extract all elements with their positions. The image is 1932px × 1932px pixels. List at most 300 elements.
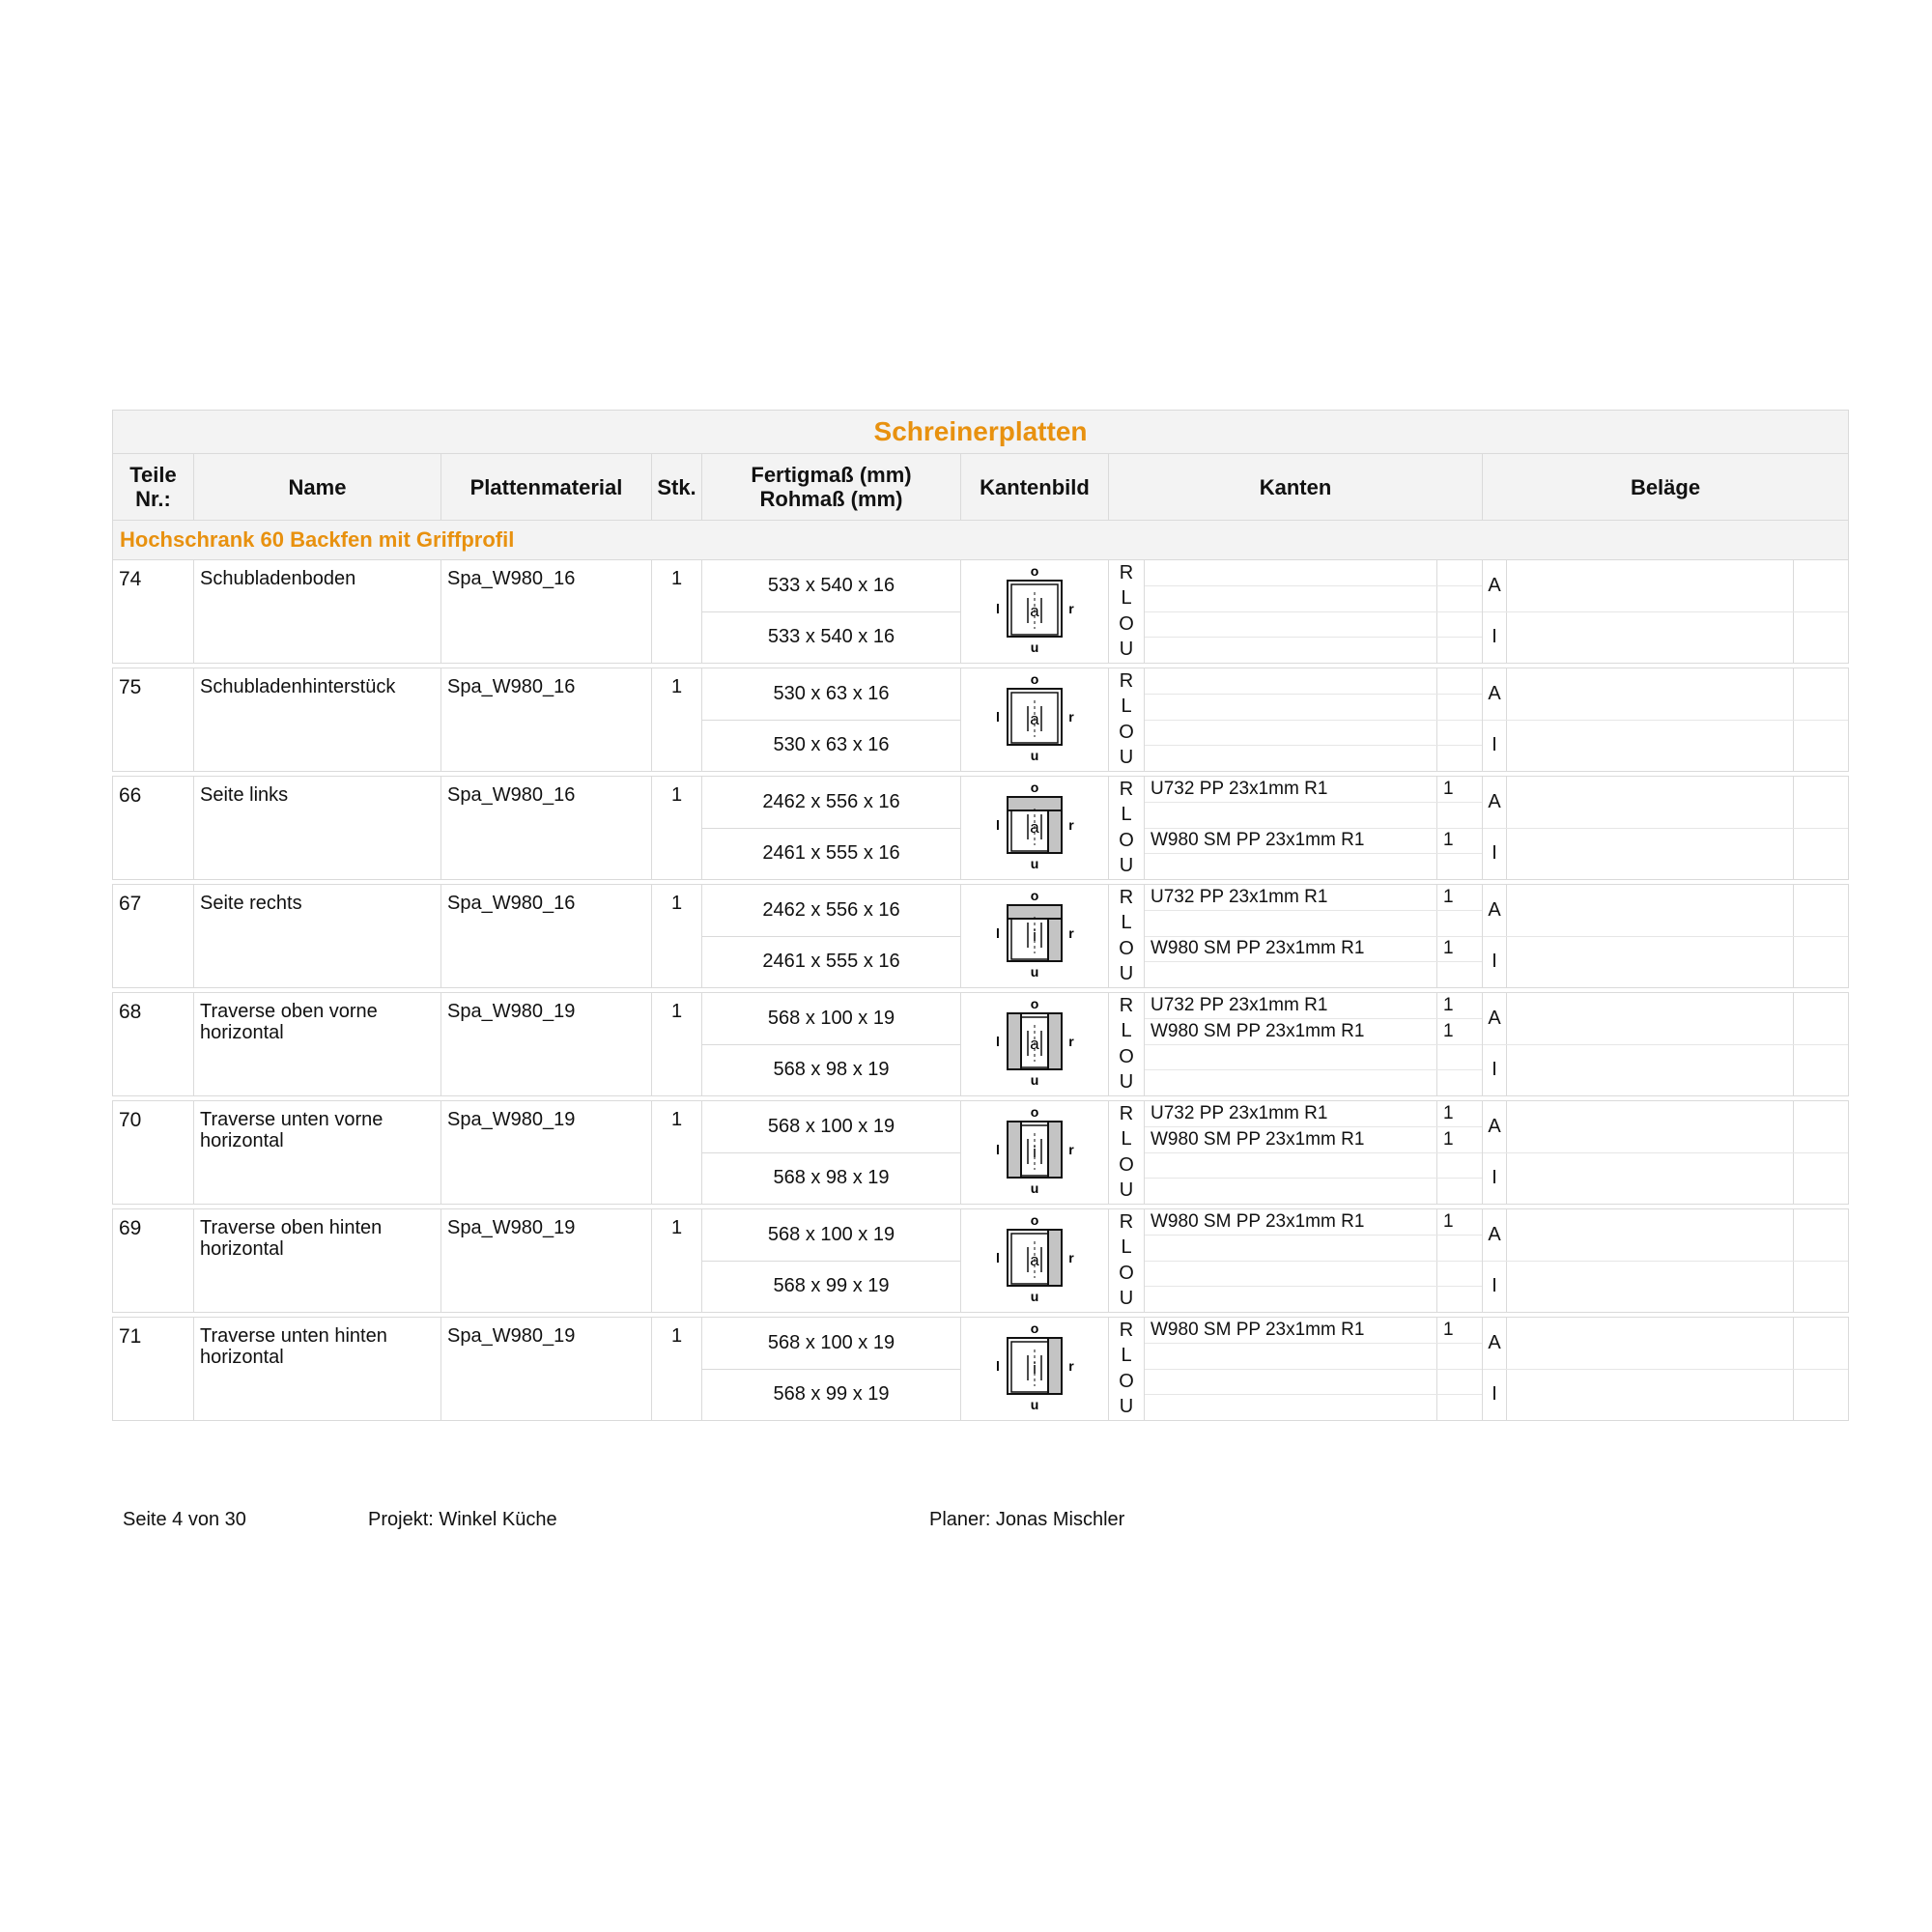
kante-line [1145, 829, 1482, 855]
edge-letters [1109, 1209, 1145, 1313]
part-number-text: 67 [119, 893, 142, 915]
edge-letter: L [1121, 587, 1132, 610]
edge-letter: L [1121, 1020, 1132, 1042]
kante-qty: 1 [1436, 993, 1482, 1018]
part-number [113, 993, 194, 1096]
part-number-text: 66 [119, 784, 142, 807]
part-name-text: Traverse unten vorne horizontal [200, 1109, 384, 1151]
diagram-label-right: r [1068, 925, 1074, 941]
part-quantity-text: 1 [670, 1325, 683, 1347]
rohmass: 568 x 98 x 19 [702, 1152, 960, 1205]
diagram-label-bottom: u [1030, 1397, 1039, 1412]
part-name-text: Traverse unten hinten horizontal [200, 1325, 387, 1368]
part-belaege [1483, 885, 1849, 988]
part-number-text: 70 [119, 1109, 142, 1131]
kantenbild-wrap [961, 1101, 1108, 1204]
edge-right-band [1048, 1338, 1062, 1394]
diagram-label-top: o [1030, 563, 1039, 579]
belag-stack [1483, 1209, 1848, 1312]
edge-right-band [1048, 1122, 1062, 1178]
table-row [113, 1209, 1849, 1313]
part-dimensions [702, 777, 961, 880]
belag-value [1507, 829, 1794, 880]
part-name [194, 560, 441, 664]
edge-diagram [986, 888, 1083, 984]
part-number [113, 1318, 194, 1421]
edge-letter-stack [1109, 1101, 1144, 1204]
edge-letter: R [1119, 1319, 1134, 1341]
kante-line [1145, 586, 1482, 612]
belag-stack [1483, 885, 1848, 987]
belag-letter: I [1483, 1045, 1507, 1096]
kante-qty [1436, 1070, 1482, 1095]
edge-letter-stack [1109, 560, 1144, 663]
part-quantity-text: 1 [670, 784, 683, 806]
kantenbild-wrap [961, 777, 1108, 879]
part-material-text: Spa_W980_19 [447, 1109, 576, 1130]
kante-qty [1436, 586, 1482, 611]
belag-qty [1794, 885, 1848, 936]
edge-letter: L [1121, 1128, 1132, 1151]
diagram-label-bottom: u [1030, 1289, 1039, 1304]
diagram-label-right: r [1068, 601, 1074, 616]
kante-line [1145, 803, 1482, 829]
kantenbild-wrap [961, 668, 1108, 771]
edge-letters [1109, 777, 1145, 880]
edge-letter: O [1119, 1045, 1134, 1067]
part-quantity-text: 1 [670, 893, 683, 914]
belag-value [1507, 1153, 1794, 1205]
grain-label: a [1030, 1251, 1039, 1269]
kantenbild-wrap [961, 1209, 1108, 1312]
kante-line [1145, 746, 1482, 771]
part-quantity [652, 885, 702, 988]
part-number [113, 560, 194, 664]
belag-stack [1483, 668, 1848, 771]
belag-qty [1794, 1370, 1848, 1421]
kante-qty [1436, 803, 1482, 828]
part-number [113, 1101, 194, 1205]
edge-diagram [986, 563, 1083, 660]
part-belaege [1483, 777, 1849, 880]
kanten-stack [1145, 1101, 1482, 1204]
kante-qty [1436, 638, 1482, 663]
belag-stack [1483, 560, 1848, 663]
edge-top-band [1008, 905, 1062, 919]
kante-qty [1436, 612, 1482, 638]
diagram-label-bottom: u [1030, 639, 1039, 655]
part-name-text: Traverse oben vorne horizontal [200, 1001, 378, 1043]
kante-name: W980 SM PP 23x1mm R1 [1151, 938, 1365, 959]
belag-value [1507, 560, 1794, 611]
grain-label: a [1030, 710, 1039, 728]
diagram-label-bottom: u [1030, 748, 1039, 763]
belag-letter: I [1483, 1153, 1507, 1205]
belag-letter: A [1483, 1209, 1507, 1261]
part-kanten [1145, 885, 1483, 988]
footer-page: Seite 4 von 30 [123, 1509, 246, 1530]
diagram-label-right: r [1068, 817, 1074, 833]
belag-line [1483, 668, 1848, 720]
kante-qty [1436, 1395, 1482, 1420]
diagram-label-right: r [1068, 1358, 1074, 1374]
kantenbild-wrap [961, 993, 1108, 1095]
header-stk: Stk. [652, 454, 702, 521]
belag-line [1483, 720, 1848, 772]
part-material [441, 1318, 652, 1421]
kanten-stack [1145, 777, 1482, 879]
kante-line [1145, 962, 1482, 987]
belag-line [1483, 936, 1848, 988]
part-name [194, 1209, 441, 1313]
part-number-text: 74 [119, 568, 142, 590]
part-material [441, 560, 652, 664]
belag-line [1483, 1318, 1848, 1369]
part-number-text: 68 [119, 1001, 142, 1023]
belag-stack [1483, 1318, 1848, 1420]
diagram-label-left: l [996, 925, 1000, 941]
kante-qty [1436, 1370, 1482, 1395]
edge-letter: O [1119, 1370, 1134, 1392]
belag-value [1507, 721, 1794, 772]
diagram-label-top: o [1030, 1321, 1039, 1336]
belag-qty [1794, 1045, 1848, 1096]
diagram-label-right: r [1068, 1250, 1074, 1265]
diagram-label-left: l [996, 1034, 1000, 1049]
edge-letter: U [1119, 639, 1134, 661]
belag-letter: A [1483, 1101, 1507, 1152]
kante-line [1145, 721, 1482, 747]
part-kanten [1145, 1101, 1483, 1205]
part-quantity [652, 560, 702, 664]
part-quantity [652, 993, 702, 1096]
belag-letter: A [1483, 993, 1507, 1044]
grain-label: a [1030, 1035, 1039, 1053]
edge-right-band [1048, 810, 1062, 853]
edge-letter: O [1119, 612, 1134, 635]
edge-letters [1109, 1318, 1145, 1421]
part-name [194, 1101, 441, 1205]
diagram-label-left: l [996, 817, 1000, 833]
diagram-label-left: l [996, 1358, 1000, 1374]
edge-letter-stack [1109, 885, 1144, 987]
kante-qty: 1 [1436, 1101, 1482, 1126]
table-row [113, 885, 1849, 988]
belag-line [1483, 1261, 1848, 1313]
diagram-label-top: o [1030, 996, 1039, 1011]
edge-letter: O [1119, 937, 1134, 959]
diagram-label-left: l [996, 601, 1000, 616]
part-quantity-text: 1 [670, 676, 683, 697]
diagram-label-top: o [1030, 1104, 1039, 1120]
edge-letters [1109, 1101, 1145, 1205]
kanten-stack [1145, 885, 1482, 987]
belag-letter: I [1483, 829, 1507, 880]
fertigmass: 2462 x 556 x 16 [762, 790, 900, 812]
kante-qty [1436, 1153, 1482, 1179]
edge-letter: L [1121, 696, 1132, 718]
part-name [194, 1318, 441, 1421]
group-heading: Hochschrank 60 Backfen mit Griffprofil [113, 521, 1849, 560]
kante-qty [1436, 1179, 1482, 1204]
part-dimensions [702, 668, 961, 772]
diagram-label-left: l [996, 1142, 1000, 1157]
kante-line [1145, 1127, 1482, 1153]
belag-line [1483, 560, 1848, 611]
part-quantity [652, 1209, 702, 1313]
edge-letter: U [1119, 1288, 1134, 1310]
edge-letters [1109, 560, 1145, 664]
kanten-stack [1145, 560, 1482, 663]
part-number [113, 1209, 194, 1313]
kante-qty [1436, 962, 1482, 987]
rohmass: 2461 x 555 x 16 [702, 936, 960, 988]
edge-letter: L [1121, 1236, 1132, 1259]
kante-line [1145, 560, 1482, 586]
edge-left-band [1008, 1122, 1021, 1178]
part-name-text: Schubladenboden [200, 568, 356, 589]
belag-qty [1794, 937, 1848, 988]
header-kantenbild: Kantenbild [961, 454, 1109, 521]
edge-letter: U [1119, 855, 1134, 877]
kante-line [1145, 1101, 1482, 1127]
belag-value [1507, 777, 1794, 828]
part-material-text: Spa_W980_16 [447, 676, 576, 697]
part-kanten [1145, 777, 1483, 880]
belag-line [1483, 1101, 1848, 1152]
kante-line [1145, 885, 1482, 911]
part-number-text: 69 [119, 1217, 142, 1239]
header-nr: Teile Nr.: [113, 454, 194, 521]
dimension-stack [702, 885, 960, 987]
kanten-stack [1145, 1209, 1482, 1312]
kante-line [1145, 668, 1482, 695]
part-material [441, 1209, 652, 1313]
kante-qty [1436, 695, 1482, 720]
kante-line [1145, 1209, 1482, 1236]
dimension-stack [702, 1318, 960, 1420]
fertigmass: 568 x 100 x 19 [767, 1223, 895, 1245]
belag-letter: A [1483, 777, 1507, 828]
kante-line [1145, 1318, 1482, 1344]
edge-diagram [986, 671, 1083, 768]
belag-line [1483, 885, 1848, 936]
diagram-label-left: l [996, 709, 1000, 724]
edge-letter-stack [1109, 668, 1144, 771]
grain-label: i [1033, 1359, 1037, 1378]
part-belaege [1483, 1209, 1849, 1313]
belag-line [1483, 828, 1848, 880]
part-material-text: Spa_W980_19 [447, 1001, 576, 1022]
header-name: Name [194, 454, 441, 521]
kante-qty [1436, 668, 1482, 694]
belag-value [1507, 1045, 1794, 1096]
belag-value [1507, 993, 1794, 1044]
kante-qty: 1 [1436, 829, 1482, 854]
edge-letter: O [1119, 721, 1134, 743]
part-quantity [652, 1318, 702, 1421]
belag-value [1507, 668, 1794, 720]
belag-qty [1794, 1262, 1848, 1313]
kante-name: W980 SM PP 23x1mm R1 [1151, 830, 1365, 851]
table-row [113, 777, 1849, 880]
edge-letter: L [1121, 1345, 1132, 1367]
belag-line [1483, 777, 1848, 828]
belag-letter: I [1483, 1370, 1507, 1421]
belag-qty [1794, 560, 1848, 611]
part-belaege [1483, 1101, 1849, 1205]
belag-qty [1794, 668, 1848, 720]
belag-qty [1794, 1153, 1848, 1205]
header-material: Plattenmaterial [441, 454, 652, 521]
belag-qty [1794, 993, 1848, 1044]
part-kanten [1145, 560, 1483, 664]
edge-left-band [1008, 1013, 1021, 1069]
kante-qty [1436, 1262, 1482, 1287]
dimension-stack [702, 668, 960, 771]
kante-qty: 1 [1436, 937, 1482, 962]
part-kantenbild [961, 777, 1109, 880]
kante-qty: 1 [1436, 777, 1482, 802]
edge-letter: R [1119, 778, 1134, 800]
rohmass: 568 x 99 x 19 [702, 1261, 960, 1313]
kante-line [1145, 1287, 1482, 1312]
kante-qty [1436, 560, 1482, 585]
part-number [113, 885, 194, 988]
kantenbild-wrap [961, 885, 1108, 987]
part-material-text: Spa_W980_19 [447, 1217, 576, 1238]
part-number [113, 777, 194, 880]
edge-letters [1109, 993, 1145, 1096]
rohmass: 530 x 63 x 16 [702, 720, 960, 772]
kante-qty: 1 [1436, 885, 1482, 910]
edge-diagram [986, 780, 1083, 876]
belag-qty [1794, 777, 1848, 828]
kante-name: W980 SM PP 23x1mm R1 [1151, 1319, 1365, 1340]
edge-letter: U [1119, 963, 1134, 985]
belag-qty [1794, 1101, 1848, 1152]
grain-label: i [1033, 926, 1037, 945]
part-quantity [652, 777, 702, 880]
part-quantity [652, 1101, 702, 1205]
kante-line [1145, 1179, 1482, 1204]
belag-line [1483, 1044, 1848, 1096]
part-dimensions [702, 1101, 961, 1205]
part-kantenbild [961, 560, 1109, 664]
part-material [441, 668, 652, 772]
part-kantenbild [961, 1209, 1109, 1313]
kante-line [1145, 1262, 1482, 1288]
belag-value [1507, 1209, 1794, 1261]
part-dimensions [702, 885, 961, 988]
edge-letter: R [1119, 669, 1134, 692]
belag-value [1507, 612, 1794, 664]
belag-value [1507, 885, 1794, 936]
part-belaege [1483, 1318, 1849, 1421]
kante-line [1145, 695, 1482, 721]
grain-label: a [1030, 818, 1039, 837]
edge-letter: R [1119, 561, 1134, 583]
belag-line [1483, 1152, 1848, 1205]
edge-letter-stack [1109, 777, 1144, 879]
fertigmass: 568 x 100 x 19 [767, 1115, 895, 1137]
belag-stack [1483, 777, 1848, 879]
edge-letter: U [1119, 1179, 1134, 1202]
footer-planner: Planer: Jonas Mischler [929, 1509, 1125, 1530]
edge-letter: U [1119, 747, 1134, 769]
rohmass: 2461 x 555 x 16 [702, 828, 960, 880]
part-quantity-text: 1 [670, 1109, 683, 1130]
fertigmass: 568 x 100 x 19 [767, 1331, 895, 1353]
kante-name: U732 PP 23x1mm R1 [1151, 778, 1328, 799]
kante-name: W980 SM PP 23x1mm R1 [1151, 1128, 1365, 1150]
part-name [194, 885, 441, 988]
kante-line [1145, 1370, 1482, 1396]
header-belaege: Beläge [1483, 454, 1849, 521]
part-dimensions [702, 1318, 961, 1421]
table-title: Schreinerplatten [113, 411, 1849, 454]
kante-line [1145, 993, 1482, 1019]
footer-project: Projekt: Winkel Küche [368, 1509, 557, 1530]
edge-letter: O [1119, 1262, 1134, 1284]
part-dimensions [702, 993, 961, 1096]
belag-line [1483, 993, 1848, 1044]
part-name-text: Seite rechts [200, 893, 302, 914]
belag-line [1483, 1369, 1848, 1421]
fertigmass: 533 x 540 x 16 [767, 574, 895, 596]
kante-line [1145, 777, 1482, 803]
dimension-stack [702, 1101, 960, 1204]
dimension-stack [702, 777, 960, 879]
kante-qty [1436, 911, 1482, 936]
parts-table [112, 410, 1849, 1421]
fertigmass: 568 x 100 x 19 [767, 1007, 895, 1029]
part-kanten [1145, 1318, 1483, 1421]
part-material [441, 777, 652, 880]
belag-qty [1794, 829, 1848, 880]
belag-letter: I [1483, 1262, 1507, 1313]
diagram-label-right: r [1068, 709, 1074, 724]
edge-letter-stack [1109, 993, 1144, 1095]
kante-line [1145, 1395, 1482, 1420]
kante-name: U732 PP 23x1mm R1 [1151, 994, 1328, 1015]
part-number [113, 668, 194, 772]
kante-qty: 1 [1436, 1318, 1482, 1343]
kante-line [1145, 1236, 1482, 1262]
belag-qty [1794, 1318, 1848, 1369]
parts-list-sheet [112, 410, 1848, 1421]
rohmass: 568 x 98 x 19 [702, 1044, 960, 1096]
table-row [113, 560, 1849, 664]
kante-line [1145, 911, 1482, 937]
diagram-label-bottom: u [1030, 856, 1039, 871]
diagram-label-right: r [1068, 1142, 1074, 1157]
edge-letter: R [1119, 886, 1134, 908]
edge-letter: R [1119, 994, 1134, 1016]
belag-letter: A [1483, 1318, 1507, 1369]
part-dimensions [702, 1209, 961, 1313]
edge-letter: R [1119, 1210, 1134, 1233]
kante-line [1145, 854, 1482, 879]
kante-qty [1436, 1236, 1482, 1261]
edge-letter: U [1119, 1396, 1134, 1418]
edge-letter-stack [1109, 1209, 1144, 1312]
grain-label: a [1030, 602, 1039, 620]
part-name [194, 777, 441, 880]
belag-letter: A [1483, 885, 1507, 936]
kanten-stack [1145, 668, 1482, 771]
part-material-text: Spa_W980_16 [447, 784, 576, 806]
